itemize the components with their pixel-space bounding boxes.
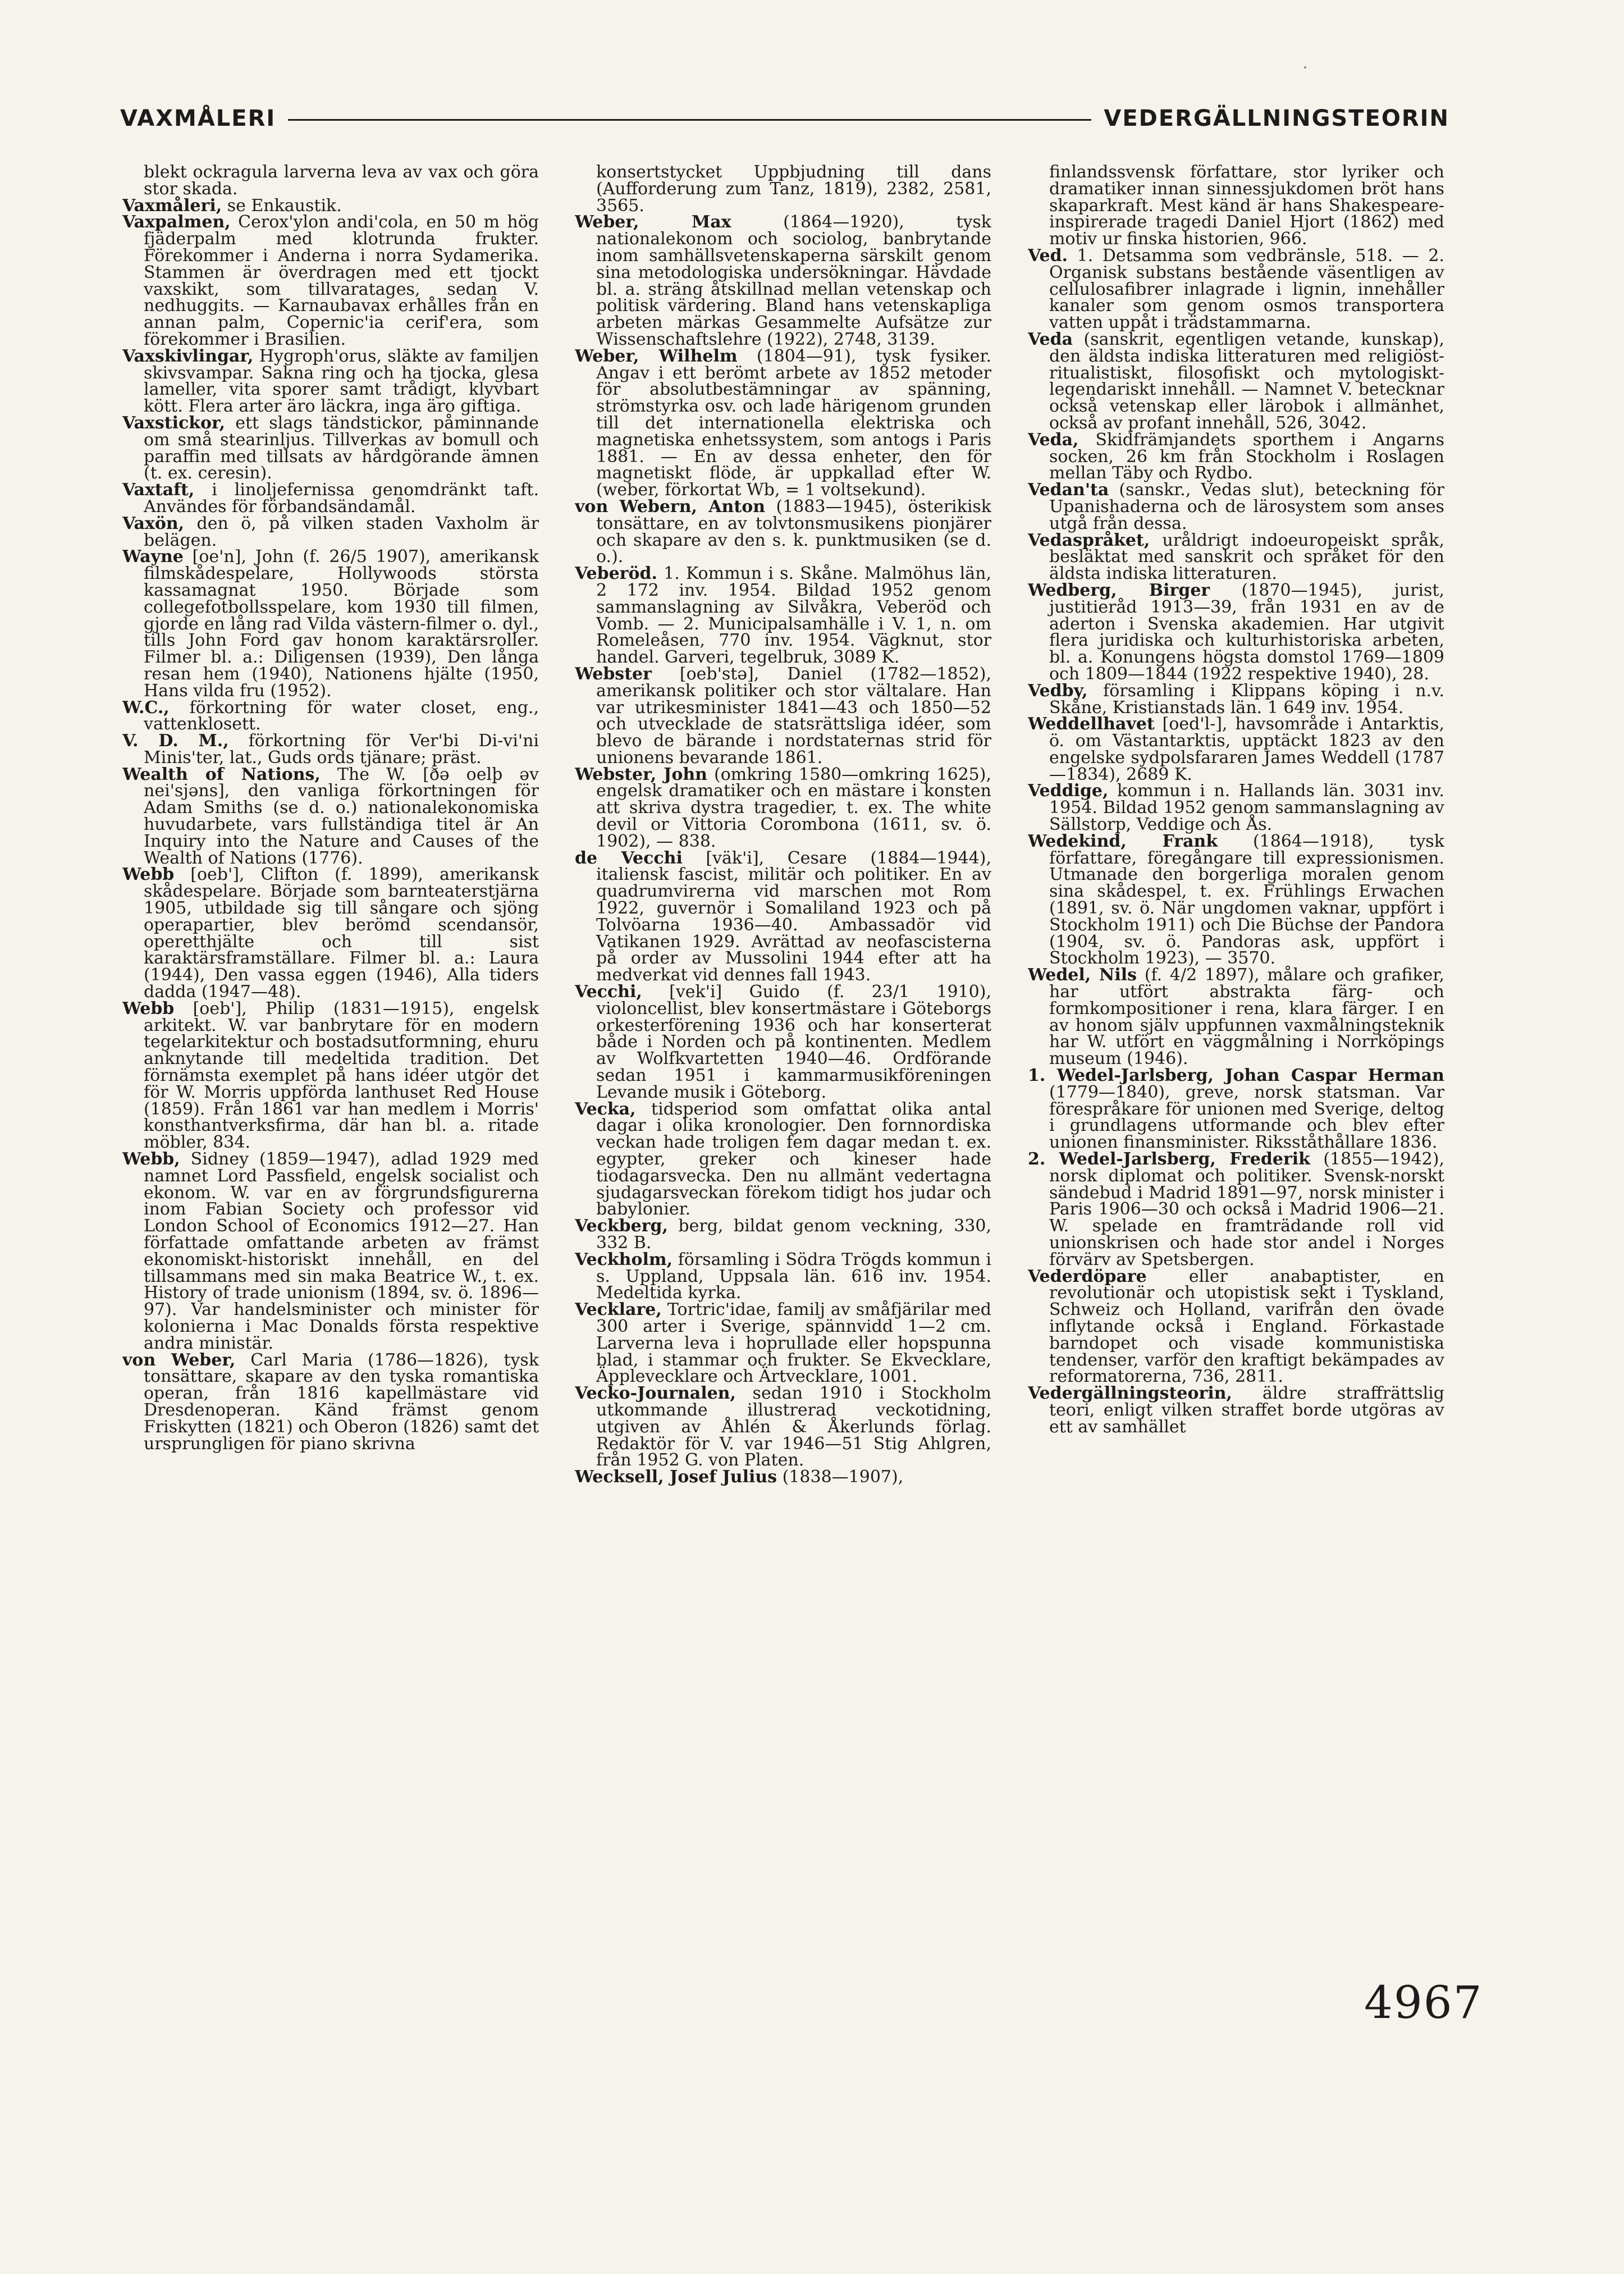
entry-headword: Vedergällningsteorin, <box>1028 1383 1232 1404</box>
entry-text: förkortning för Ver'bi Di-vi'ni Minis'ter, lat., Guds ords tjänare; präst. <box>144 731 539 768</box>
entry-text: församling i Södra Trögds kommun i s. Uppland, Uppsala län. 616 inv. 1954. Medeltida kyrka. <box>596 1249 991 1303</box>
dictionary-entry <box>575 1101 991 1218</box>
dictionary-entry <box>575 766 991 850</box>
entry-headword: Veberöd. <box>575 564 657 584</box>
entry-headword: Wedel, Nils <box>1028 965 1137 985</box>
entry-headword: Veda <box>1028 329 1073 349</box>
dictionary-entry <box>122 195 539 216</box>
entry-headword: Wedekind, Frank <box>1028 831 1218 851</box>
dictionary-entry <box>1028 1151 1444 1268</box>
dictionary-entry <box>1028 683 1444 716</box>
entry-headword: Wedberg, Birger <box>1028 580 1210 600</box>
dictionary-entry <box>575 348 991 499</box>
dictionary-entry <box>1028 245 1444 333</box>
entry-headword: V. D. M., <box>122 731 229 751</box>
dictionary-entry <box>575 984 991 1101</box>
entry-headword: Wayne <box>122 547 184 567</box>
entry-headword: Vaxtaft, <box>122 480 195 500</box>
dictionary-entry <box>122 733 539 766</box>
dictionary-entry <box>575 565 991 666</box>
entry-text: ett slags tändstickor, påminnande om små stearinljus. Tillverkas av bomull och paraffin med tillsats av hårdgörande ämnen (t. ex. ceresin). <box>144 413 539 483</box>
dictionary-entry <box>575 1469 991 1486</box>
dictionary-entry <box>1028 432 1444 482</box>
entry-text: (1864—1920), tysk nationalekonom och sociolog, banbrytande inom samhällsvetenskaperna särskilt genom sina metodologiska undersökningar. Hävdade bl. a. sträng åtskillnad mellan vetenskap och politisk värdering. Bland hans vetenskapliga arbeten märkas Gesammelte Aufsätze zur Wissenschaftslehre (1922), 2748, 3139. <box>596 212 991 349</box>
entry-text: berg, bildat genom veckning, 330, 332 B. <box>596 1216 991 1253</box>
entry-text: 1. Detsamma som vedbränsle, 518. — 2. Organisk substans bestående väsentligen av cellulosafibrer inlagrade i lignin, innehåller kanaler som genom osmos transportera vatten uppåt i trädstammarna. <box>1049 245 1444 333</box>
dictionary-entry <box>122 348 539 415</box>
entry-text: Carl Maria (1786—1826), tysk tonsättare, skapare av den tyska romantiska operan, från 1816 kapellmästare vid Dresdenoperan. Känd främst genom Friskytten (1821) och Oberon (1826) samt det ursprungligen för piano skrivna <box>144 1350 539 1454</box>
dictionary-entry <box>122 549 539 699</box>
dictionary-entry <box>1028 164 1444 248</box>
entry-text: uråldrigt indoeuropeiskt språk, besläktat med sanskrit och språket för den äldsta indiska litteraturen. <box>1049 530 1444 584</box>
entry-headword: Veckholm, <box>575 1249 673 1270</box>
entry-text: [vek'i] Guido (f. 23/1 1910), violoncellist, blev konsertmästare i Göteborgs orkesterförening 1936 och har konserterat både i Norden och på kontinenten. Medlem av Wolfkvartetten 1940—46. Ordförande sedan 1951 i kammarmusikföreningen Levande musik i Göteborg. <box>596 982 991 1102</box>
dictionary-entry <box>575 164 991 214</box>
entry-headword: Veckberg, <box>575 1216 668 1236</box>
dictionary-entry <box>1028 1268 1444 1386</box>
entry-text: [oed'l-], havsområde i Antarktis, ö. om Västantarktis, upptäckt 1823 av den engelske sydpolsfararen James Weddell (1787—1834), 2689 K. <box>1049 714 1444 784</box>
entry-headword: 2. Wedel-Jarlsberg, Frederik <box>1028 1149 1310 1170</box>
entry-text: (1870—1945), jurist, justitieråd 1913—39, från 1931 en av de aderton i Svenska akademien. Har utgivit flera juridiska och kulturhistoriska arbeten, bl. a. Konungens högsta domstol 1769—1809 och 1809—1844 (1922 respektive 1940), 28. <box>1049 580 1444 684</box>
dictionary-entry <box>575 666 991 766</box>
entry-headword: de Vecchi <box>575 848 683 868</box>
dictionary-entry <box>122 1352 539 1453</box>
entry-text: konsertstycket Uppbjudning till dans (Aufforderung zum Tanz, 1819), 2382, 2581, 3565. <box>596 164 991 216</box>
dictionary-entry <box>575 1218 991 1252</box>
dictionary-entry <box>122 866 539 1000</box>
entry-headword: 1. Wedel-Jarlsberg, Johan Caspar Herman <box>1028 1066 1444 1086</box>
entry-text: blekt ockragula larverna leva av vax och göra stor skada. <box>144 164 539 199</box>
entry-headword: W.C., <box>122 697 170 718</box>
entry-text: [oeb'stə], Daniel (1782—1852), amerikansk politiker och stor vältalare. Han var utrikesminister 1841—43 och 1850—52 och utvecklade de statsrättsliga idéer, som blevo de bärande i nordstaternas strid för unionens bevarande 1861. <box>596 664 991 768</box>
entry-text: (1779—1840), greve, norsk statsman. Var förespråkare för unionen med Sverige, deltog i grundlagens utformande och blev efter unionen finansminister. Riksståthållare 1836. <box>1049 1082 1444 1153</box>
entry-headword: Weber, Wilhelm <box>575 346 738 366</box>
dictionary-entry <box>122 1151 539 1352</box>
entry-text: förkortning för water closet, eng., vattenklosett. <box>144 697 539 734</box>
entry-text: The W. [ðə oelþ əv nei'sjəns], den vanliga förkortningen för Adam Smiths (se d. o.) nationalekonomiska huvudarbete, vars fullständiga titel är An Inquiry into the Nature and Causes of the Wealth of Nations (1776). <box>144 764 539 868</box>
dictionary-entry <box>122 214 539 348</box>
entry-headword: Webb, <box>122 1149 180 1170</box>
entry-headword: Vaxstickor, <box>122 413 226 433</box>
entry-text: Tortric'idae, familj av småfjärilar med 300 arter i Sverige, spännvidd 1—2 cm. Larverna leva i hoprullade eller hopspunna blad, i stammar och frukter. Se Ekvecklare, Äpplevecklare och Ärtvecklare, 1001. <box>596 1300 991 1387</box>
entry-text: [oe'n], John (f. 26/5 1907), amerikansk filmskådespelare, Hollywoods största kassamagnat 1950. Började som collegefotbollsspelare, kom 1930 till filmen, gjorde en lång rad Vilda västern-filmer o. dyl., tills John Ford gav honom karaktärsroller. Filmer bl. a.: Diligensen (1939), Den långa resan hem (1940), Nationens hjälte (1950, Hans vilda fru (1952). <box>144 547 539 701</box>
dictionary-entry <box>1028 482 1444 532</box>
dictionary-entry <box>1028 783 1444 833</box>
entry-text: (sanskrit, egentligen vetande, kunskap), den äldsta indiska litteraturen med religiöst-ritualistiskt, filosofiskt och mytologiskt-legendariskt innehåll. — Namnet V. betecknar också vetenskap eller lärobok i allmänhet, också av profant innehåll, 526, 3042. <box>1049 329 1444 433</box>
entry-headword: Vecklare, <box>575 1300 662 1320</box>
entry-headword: von Webern, Anton <box>575 496 766 517</box>
entry-headword: Weddellhavet <box>1028 714 1155 734</box>
entry-text: [oeb'], Clifton (f. 1899), amerikansk skådespelare. Började som barnteaterstjärna 1905, utbildade sig till sångare och sjöng operapartier, blev berömd scendansör, operetthjälte och till sist karaktärsframställare. Filmer bl. a.: Laura (1944), Den vassa eggen (1946), Alla tiders dadda (1947—48). <box>144 865 539 1002</box>
page-number: 4967 <box>1364 1976 1483 2029</box>
dictionary-entry <box>122 766 539 867</box>
entry-headword: Vecchi, <box>575 982 642 1002</box>
entry-headword: Vaxskivlingar, <box>122 346 254 366</box>
dictionary-entry <box>122 998 539 1153</box>
dictionary-entry <box>122 415 539 482</box>
entry-headword: Vaxpalmen, <box>122 212 231 232</box>
header-rule <box>288 119 1091 121</box>
entry-headword: Vecko-Journalen, <box>575 1383 736 1404</box>
entry-headword: Ved. <box>1028 245 1068 266</box>
entry-headword: Wealth of Nations, <box>122 764 321 784</box>
entry-headword: Webb <box>122 865 175 885</box>
entry-text: (omkring 1580—omkring 1625), engelsk dramatiker och en mästare i konsten att skriva dystra tragedier, t. ex. The white devil or Vittoria Corombona (1611, sv. ö. 1902), — 838. <box>596 764 991 851</box>
entry-headword: Vecka, <box>575 1099 636 1119</box>
dictionary-entry <box>122 697 539 734</box>
entry-text: (1864—1918), tysk författare, föregångare till expressionismen. Utmanade den borgerliga moralen genom sina skådespel, t. ex. Frühlings Erwachen (1891, sv. ö. När ungdomen vaknar, uppfört i Stockholm 1911) och Die Büchse der Pandora (1904, sv. ö. Pandoras ask, uppfört i Stockholm 1923), — 3570. <box>1049 831 1444 969</box>
entry-text: (sanskr., Vedas slut), beteckning för Upanishaderna och de lärosystem som anses utgå från dessa. <box>1049 480 1444 533</box>
entry-text: [väk'i], Cesare (1884—1944), italiensk fascist, militär och politiker. En av quadrumvirerna vid marschen mot Rom 1922, guvernör i Somaliland 1923 och på Tolvöarna 1936—40. Ambassadör vid Vatikanen 1929. Avrättad av neofascisterna på order av Mussolini 1944 efter att ha medverkat vid dennes fall 1943. <box>596 848 991 985</box>
column-2 <box>575 164 991 2034</box>
entry-headword: Webster <box>575 664 652 684</box>
entry-text: eller anabaptister, en revolutionär och utopistisk sekt i Tyskland, Schweiz och Holland, varifrån den övade inflytande också i England. Förkastade barndopet och visade kommunistiska tendenser, varför den kraftigt bekämpades av reformatorerna, 736, 2811. <box>1049 1266 1444 1387</box>
dictionary-entry <box>122 515 539 549</box>
dictionary-entry <box>575 1249 991 1303</box>
column-3 <box>1028 164 1444 2034</box>
entry-headword: Vederdöpare <box>1028 1266 1147 1286</box>
header-right-word: VEDERGÄLLNINGSTEORIN <box>1104 106 1449 131</box>
dictionary-entry <box>1028 532 1444 582</box>
entry-text: (1804—91), tysk fysiker. Angav i ett berömt arbete av 1852 metoder för absolutbestämningar av spänning, strömstyrka osv. och lade härigenom grunden till det internationella elektriska och magnetiska enhetssystem, som antogs i Paris 1881. — En av dessa enheter, den för magnetiskt flöde, är uppkallad efter W. (weber, förkortat Wb, = 1 voltsekund). <box>596 346 991 500</box>
entry-headword: Vaxön, <box>122 513 185 533</box>
dictionary-entry <box>575 1385 991 1469</box>
page-speck <box>1304 66 1306 69</box>
dictionary-entry <box>1028 1385 1444 1435</box>
entry-headword: Vedby, <box>1028 681 1088 701</box>
running-header <box>120 104 1449 133</box>
dictionary-entry <box>122 482 539 515</box>
entry-headword: Webster, John <box>575 764 707 784</box>
entry-headword: Vedan'ta <box>1028 480 1109 500</box>
entry-text: tidsperiod som omfattat olika antal dagar i olika kronologier. Den fornnordiska veckan hade troligen fem dagar medan t. ex. egypter, greker och kineser hade tiodagarsvecka. Den nu allmänt vedertagna sjudagarsveckan förekom tidigt hos judar och babylonier. <box>596 1099 991 1220</box>
entry-headword: Webb <box>122 998 175 1019</box>
entry-headword: Veddige, <box>1028 781 1109 801</box>
entry-headword: Veda, <box>1028 430 1079 450</box>
entry-headword: Wecksell, Josef Julius <box>575 1467 777 1487</box>
dictionary-entry <box>575 496 991 567</box>
entry-text: i linoljefernissa genomdränkt taft. Användes för förbandsändamål. <box>144 480 539 517</box>
entry-text: äldre straffrättslig teori, enligt vilken straffet borde utgöras av ett av samhället <box>1049 1383 1444 1437</box>
entry-text: Sidney (1859—1947), adlad 1929 med namnet Lord Passfield, engelsk socialist och ekonom. W. var en av förgrundsfigurerna inom Fabian Society och professor vid London School of Economics 1912—27. Han författade omfattande arbeten av främst ekonomiskt-historiskt innehåll, en del tillsammans med sin maka Beatrice W., t. ex. History of trade unionism (1894, sv. ö. 1896—97). Var handelsminister och minister för kolonierna i Mac Donalds första respektive andra ministär. <box>144 1149 539 1353</box>
dictionary-entry <box>1028 331 1444 432</box>
entry-text: Cerox'ylon andi'cola, en 50 m hög fjäderpalm med klotrunda frukter. Förekommer i Anderna i norra Sydamerika. Stammen är överdragen med ett tjockt vaxskikt, som tillvaratages, sedan V. nedhuggits. — Karnaubavax erhålles från en annan palm, Copernic'ia cerif'era, som förekommer i Brasilien. <box>144 212 539 349</box>
entry-headword: Weber, Max <box>575 212 731 232</box>
dictionary-entry <box>122 164 539 198</box>
entry-headword: Vedaspråket, <box>1028 530 1150 550</box>
entry-text: se Enkaustik. <box>222 195 342 216</box>
dictionary-entry <box>1028 1067 1444 1151</box>
dictionary-entry <box>1028 716 1444 783</box>
entry-text: (1838—1907), <box>777 1467 904 1487</box>
entry-text: den ö, på vilken staden Vaxholm är belägen. <box>144 513 539 550</box>
dictionary-entry <box>1028 582 1444 683</box>
entry-text: (f. 4/2 1897), målare och grafiker, har utfört abstrakta färg- och formkompositioner i rena, klara färger. I en av honom själv uppfunnen vaxmålningsteknik har W. utfört en väggmålning i Norrköpings museum (1946). <box>1049 965 1444 1069</box>
entry-text: Skidfrämjandets sporthem i Angarns socken, 26 km från Stockholm i Roslagen mellan Täby och Rydbo. <box>1049 430 1444 483</box>
entry-text: [oeb'], Philip (1831—1915), engelsk arkitekt. W. var banbrytare för en modern tegelarkitektur och bostadsutformning, ehuru anknytande till medeltida tradition. Det förnämsta exemplet på hans idéer utgör det för W. Morris uppförda lanthuset Red House (1859). Från 1861 var han medlem i Morris' konsthantverksfirma, där han bl. a. ritade möbler, 834. <box>144 998 539 1153</box>
dictionary-entry <box>1028 967 1444 1067</box>
entry-text: (1855—1942), norsk diplomat och politiker. Svensk-norskt sändebud i Madrid 1891—97, norsk minister i Paris 1906—30 och också i Madrid 1906—21. W. spelade en framträdande roll vid unionskrisen och hade stor andel i Norges förvärv av Spetsbergen. <box>1049 1149 1444 1270</box>
entry-headword: Vaxmåleri, <box>122 195 222 216</box>
header-left-word: VAXMÅLERI <box>120 106 276 131</box>
dictionary-entry <box>575 850 991 984</box>
dictionary-entry <box>575 1302 991 1385</box>
entry-text: finlandssvensk författare, stor lyriker och dramatiker innan sinnessjukdomen bröt hans skaparkraft. Mest känd är hans Shakespeare-inspirerade tragedi Daniel Hjort (1862) med motiv ur finska historien, 966. <box>1049 164 1444 249</box>
dictionary-entry <box>1028 833 1444 967</box>
entry-text: (1883—1945), österikisk tonsättare, en av tolvtonsmusikens pionjärer och skapare av den s. k. punktmusiken (se d. o.). <box>596 496 991 567</box>
column-1 <box>122 164 539 2034</box>
entry-text: Hygroph'orus, släkte av familjen skivsvampar. Sakna ring och ha tjocka, glesa lameller, vita sporer samt trådigt, klyvbart kött. Flera arter äro läckra, inga äro giftiga. <box>144 346 539 417</box>
entry-headword: von Weber, <box>122 1350 236 1370</box>
entry-text: församling i Klippans köping i n.v. Skåne, Kristianstads län. 1 649 inv. 1954. <box>1049 681 1444 718</box>
entry-text: 1. Kommun i s. Skåne. Malmöhus län, 2 172 inv. 1954. Bildad 1952 genom sammanslagning av Silvåkra, Veberöd och Vomb. — 2. Municipalsamhälle i V. 1, n. om Romeleåsen, 770 inv. 1954. Vägknut, stor handel. Garveri, tegelbruk, 3089 K. <box>596 564 991 668</box>
dictionary-entry <box>575 214 991 348</box>
entry-text: kommun i n. Hallands län. 3031 inv. 1954. Bildad 1952 genom sammanslagning av Sällstorp, Veddige och Ås. <box>1049 781 1444 835</box>
entry-text: sedan 1910 i Stockholm utkommande illustrerad veckotidning, utgiven av Åhlén & Åkerlunds förlag. Redaktör för V. var 1946—51 Stig Ahlgren, från 1952 G. von Platen. <box>596 1383 991 1471</box>
